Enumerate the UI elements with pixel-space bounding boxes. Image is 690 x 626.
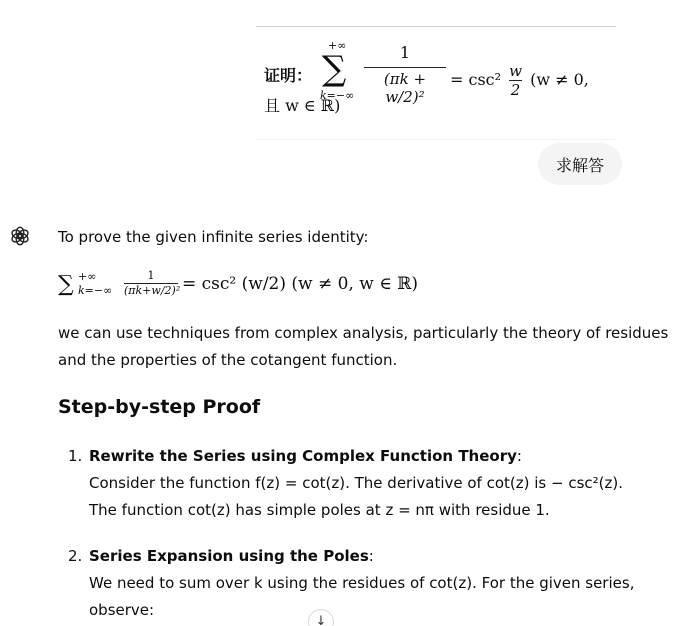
condition: (w ≠ 0, <box>530 70 589 89</box>
step1-title-row <box>89 443 522 470</box>
rhs-csc: = csc² <box>450 70 502 89</box>
step1-number: 1. <box>68 447 83 465</box>
step2-number: 2. <box>68 547 83 565</box>
sum-upper: +∞ <box>328 39 347 52</box>
paragraph-line2: and the properties of the cotangent function. <box>58 351 398 369</box>
response-equation <box>58 264 458 304</box>
sum-lower: k=−∞ <box>320 89 355 102</box>
arrow-down-icon: ↓ <box>315 614 327 626</box>
step2-line2: observe: <box>89 601 155 619</box>
sum-upper-small: +∞ <box>78 270 97 283</box>
step2-colon: : <box>368 547 374 565</box>
w-numerator: w <box>509 62 522 80</box>
frac-numerator: 1 <box>399 43 411 62</box>
ask-solution-button[interactable]: 求解答 <box>538 143 622 185</box>
step2-line1: We need to sum over k using the residues of cot(z). For the given series, <box>89 574 635 592</box>
frac-denominator: (πk + w/2)² <box>383 70 427 106</box>
step2-title: Series Expansion using the Poles <box>89 547 369 565</box>
assistant-logo-icon <box>8 224 32 248</box>
frac-num-small: 1 <box>147 269 155 282</box>
step1-title: Rewrite the Series using Complex Function Theory <box>89 447 517 465</box>
intro-text: To prove the given infinite series identity: <box>58 228 369 246</box>
sum-sign: ∑ <box>322 49 347 89</box>
step2-title-row <box>89 543 374 570</box>
w-fraction <box>509 63 522 98</box>
user-line2: 且 w ∈ ℝ) <box>264 96 341 115</box>
frac-den-small: (πk+w/2)² <box>124 284 181 297</box>
scroll-down-button[interactable] <box>308 609 334 626</box>
paragraph-line1: we can use techniques from complex analysis, particularly the theory of residues <box>58 324 669 342</box>
fraction <box>364 43 446 106</box>
user-message <box>256 26 616 140</box>
rhs-small: = csc² (w/2) (w ≠ 0, w ∈ ℝ) <box>182 274 418 294</box>
step1-line2: The function cot(z) has simple poles at z = nπ with residue 1. <box>89 501 550 519</box>
step1-colon: : <box>516 447 522 465</box>
proof-prefix: 证明： <box>264 66 313 85</box>
sum-lower-small: k=−∞ <box>78 284 113 297</box>
rhs <box>450 63 589 98</box>
step1-line1: Consider the function f(z) = cot(z). The derivative of cot(z) is − csc²(z). <box>89 474 624 492</box>
sum-sign-small: ∑ <box>58 272 74 297</box>
w-denominator: 2 <box>510 81 521 99</box>
fraction-small <box>124 269 181 297</box>
frac-bar <box>364 67 446 68</box>
section-heading: Step-by-step Proof <box>58 396 261 418</box>
